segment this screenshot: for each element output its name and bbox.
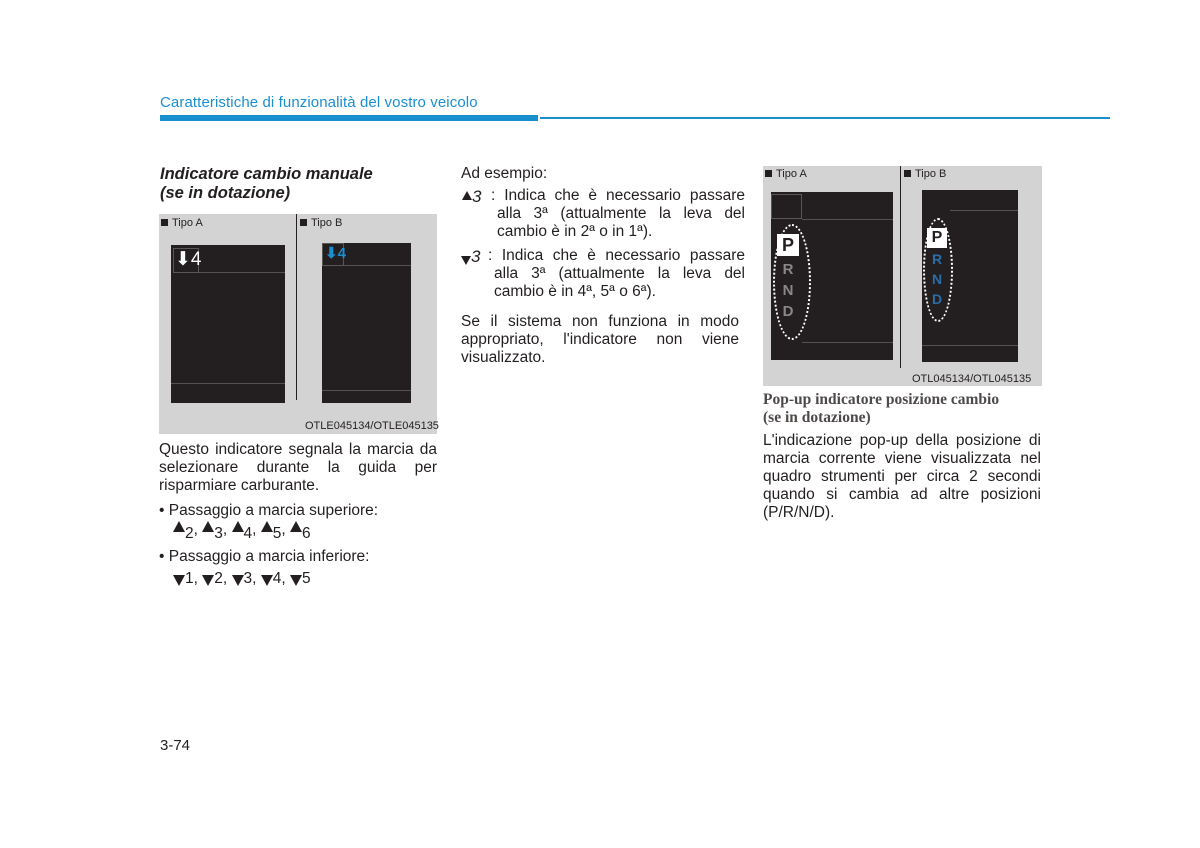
upshift-bullet: • Passaggio a marcia superiore: 2, 3, 4, 5, 6 (159, 502, 439, 543)
gear-position-figure (763, 166, 1042, 386)
figure-divider (900, 166, 901, 368)
screen-line (802, 342, 893, 343)
down-triangle-icon (173, 575, 185, 586)
down-triangle-icon (232, 575, 244, 586)
header-rule (540, 117, 1110, 119)
gear-down-indicator-a: ⬇4 (175, 249, 202, 270)
screen-line (322, 390, 411, 391)
downshift-label: Passaggio a marcia inferiore: (168, 548, 370, 565)
down-arrow-icon: ⬇ (325, 245, 338, 262)
up-triangle-icon (290, 521, 302, 532)
gear-down-indicator-b: ⬇4 (325, 245, 346, 262)
gear-r: R (782, 261, 794, 278)
screen-box (771, 194, 802, 219)
figure-code-1: OTLE045134/OTLE045135 (305, 420, 439, 432)
downshift-gear-list: 1, 2, 3, 4, 5 (159, 570, 439, 588)
cluster-screen-b (322, 243, 411, 403)
figure-code-2: OTL045134/OTL045135 (912, 373, 1032, 385)
header-accent-bar (160, 115, 538, 121)
cluster-screen-a (771, 192, 893, 360)
gear-n: N (931, 271, 943, 287)
down-triangle-icon (202, 575, 214, 586)
gear-indicator-figure (159, 214, 437, 434)
popup-description: L'indicazione pop-up della posizione di marcia corrente viene visualizzata nel quadro strumenti per circa 2 secondi quando si cambia ad altre posizioni (P/R/N/D). (763, 432, 1041, 521)
downshift-symbol: 3 (461, 248, 480, 267)
gear-n: N (782, 282, 794, 299)
heading-line-2: (se in dotazione) (160, 184, 291, 202)
down-arrow-icon: ⬇ (175, 249, 191, 270)
example-intro: Ad esempio: (461, 165, 548, 182)
up-triangle-icon (173, 521, 185, 532)
indicator-description: Questo indicatore segnala la marcia da selezionare durante la guida per risparmiare carburante. (159, 441, 437, 494)
screen-line (922, 345, 1018, 346)
caption-line-2: (se in dotazione) (763, 409, 871, 426)
screen-line (950, 210, 1018, 211)
malfunction-note: Se il sistema non funziona in modo appropriato, l'indicatore non viene visualizzato. (461, 313, 739, 366)
upshift-explanation: : Indica che è necessario passare alla 3ª (attualmente la leva del cambio è in 2ª o in 1ª). (491, 187, 745, 240)
section-title: Caratteristiche di funzionalità del vostro veicolo (160, 94, 478, 111)
screen-line (171, 383, 285, 384)
screen-line (344, 265, 411, 266)
square-icon (904, 170, 911, 177)
example-downshift (461, 247, 745, 301)
figure-label-a: Tipo A (765, 168, 807, 180)
square-icon (765, 170, 772, 177)
gear-p-selected: P (927, 228, 947, 248)
page-number: 3-74 (160, 737, 191, 754)
gear-r: R (931, 251, 943, 267)
downshift-bullet: • Passaggio a marcia inferiore: 1, 2, 3, 4, 5 (159, 548, 439, 588)
popup-caption (763, 391, 1043, 427)
up-triangle-icon (261, 521, 273, 532)
gear-d: D (782, 303, 794, 320)
cluster-screen-a (171, 245, 285, 403)
down-triangle-icon (461, 256, 471, 265)
heading-line-1: Indicatore cambio manuale (160, 165, 373, 183)
square-icon (300, 219, 307, 226)
up-triangle-icon (462, 191, 472, 200)
cluster-screen-b (922, 190, 1018, 362)
screen-line (199, 272, 285, 273)
downshift-explanation: : Indica che è necessario passare alla 3ª (attualmente la leva del cambio è in 4ª, 5ª o 6ª). (488, 247, 745, 300)
caption-line-1: Pop-up indicatore posizione cambio (763, 391, 1000, 408)
down-triangle-icon (290, 575, 302, 586)
screen-line (802, 219, 893, 220)
up-triangle-icon (202, 521, 214, 532)
gear-d: D (931, 291, 943, 307)
up-triangle-icon (232, 521, 244, 532)
upshift-symbol: 3 (462, 188, 481, 207)
upshift-label: Passaggio a marcia superiore: (168, 502, 379, 519)
figure-label-a: Tipo A (161, 217, 203, 229)
figure-label-b: Tipo B (300, 217, 342, 229)
upshift-gear-list: 2, 3, 4, 5, 6 (159, 521, 439, 543)
figure-divider (296, 214, 297, 400)
figure-label-b: Tipo B (904, 168, 946, 180)
manual-gear-heading (160, 165, 440, 203)
square-icon (161, 219, 168, 226)
example-upshift (461, 187, 745, 241)
gear-p-selected: P (777, 234, 799, 256)
down-triangle-icon (261, 575, 273, 586)
